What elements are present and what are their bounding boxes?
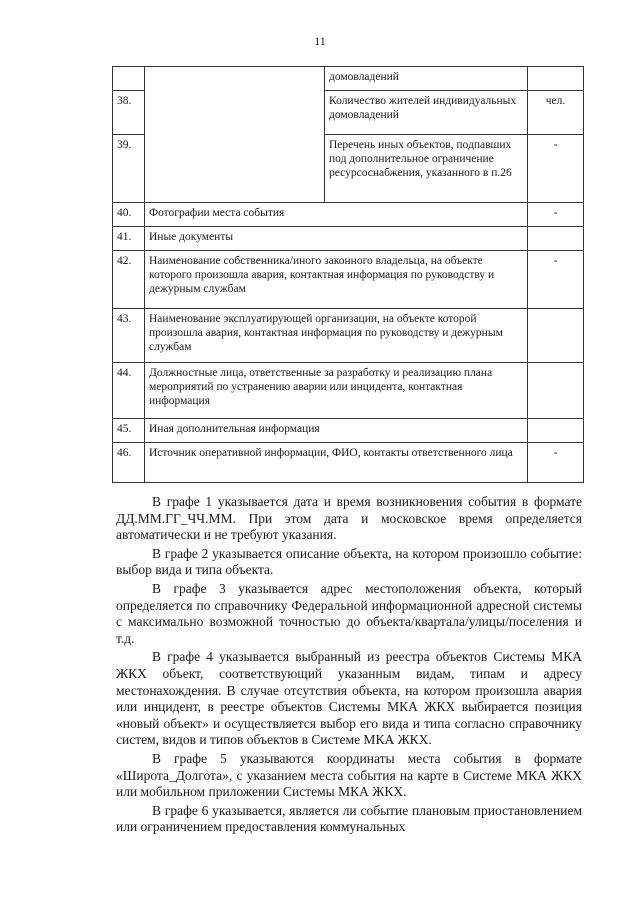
item-text: Наименование эксплуатирующей организации, на объекте которой произошла авария, контактная информация по руководству и дежурным службам — [145, 309, 528, 363]
sub-item-text: домовладений — [325, 67, 528, 91]
unit-cell: чел. — [528, 91, 584, 135]
paragraph: В графе 2 указывается описание объекта, на котором произошло событие: выбор вида и типа объекта. — [116, 545, 582, 578]
body-text — [116, 494, 582, 838]
unit-cell — [528, 227, 584, 251]
page-number: 11 — [314, 34, 326, 48]
table-row — [113, 67, 584, 91]
unit-cell — [528, 419, 584, 443]
unit-cell: - — [528, 203, 584, 227]
data-table — [112, 66, 584, 483]
sub-item-text: Количество жителей индивидуальных домовладений — [325, 91, 528, 135]
paragraph: В графе 6 указывается, является ли событие плановым приостановлением или ограничением предоставления коммунальных — [116, 802, 582, 835]
row-number: 43. — [113, 309, 145, 363]
row-number: 39. — [113, 135, 145, 203]
item-text: Источник оперативной информации, ФИО, контакты ответственного лица — [145, 443, 528, 483]
unit-cell — [528, 363, 584, 419]
row-number — [113, 67, 145, 91]
unit-cell: - — [528, 251, 584, 309]
table-row — [113, 227, 584, 251]
table-row — [113, 419, 584, 443]
paragraph: В графе 4 указывается выбранный из реестра объектов Системы МКА ЖКХ объект, соответствующий указанным видам, типам и адресу местонахождения. В случае отсутствия объекта, на котором произошла авария или инцидент, в реестре объектов Системы МКА ЖКХ выбирается позиция «новый объект» и осуществляется выбор его вида и типа согласно справочнику систем, видов и типов объектов в Системе МКА ЖКХ. — [116, 649, 582, 748]
table-row — [113, 203, 584, 227]
row-number: 38. — [113, 91, 145, 135]
item-text: Иная дополнительная информация — [145, 419, 528, 443]
unit-cell: - — [528, 135, 584, 203]
item-text: Должностные лица, ответственные за разработку и реализацию плана мероприятий по устранению аварии или инцидента, контактная информация — [145, 363, 528, 419]
merged-cell — [145, 67, 325, 203]
paragraph: В графе 5 указываются координаты места события в формате «Широта_Долгота», с указанием места события на карте в Системе МКА ЖКХ или мобильном приложении Системы МКА ЖКХ. — [116, 750, 582, 800]
row-number: 46. — [113, 443, 145, 483]
item-text: Фотографии места события — [145, 203, 528, 227]
table-row — [113, 363, 584, 419]
unit-cell: - — [528, 443, 584, 483]
item-text: Наименование собственника/иного законного владельца, на объекте которого произошла авария, контактная информация по руководству и дежурным службам — [145, 251, 528, 309]
paragraph: В графе 1 указывается дата и время возникновения события в формате ДД.ММ.ГГ_ЧЧ.ММ. При этом дата и московское время определяется автоматически и не требуют указания. — [116, 494, 582, 543]
table-row — [113, 443, 584, 483]
row-number: 40. — [113, 203, 145, 227]
unit-cell — [528, 309, 584, 363]
row-number: 45. — [113, 419, 145, 443]
table-row — [113, 309, 584, 363]
item-text: Иные документы — [145, 227, 528, 251]
sub-item-text: Перечень иных объектов, подпавших под дополнительное ограничение ресурсоснабжения, указанного в п.26 — [325, 135, 528, 203]
row-number: 44. — [113, 363, 145, 419]
row-number: 42. — [113, 251, 145, 309]
paragraph: В графе 3 указывается адрес местоположения объекта, который определяется по справочнику Федеральной информационной адресной системы с максимально возможной точностью до объекта/квартала/улицы/поселения и т.д. — [116, 580, 582, 646]
row-number: 41. — [113, 227, 145, 251]
table-row — [113, 251, 584, 309]
unit-cell — [528, 67, 584, 91]
